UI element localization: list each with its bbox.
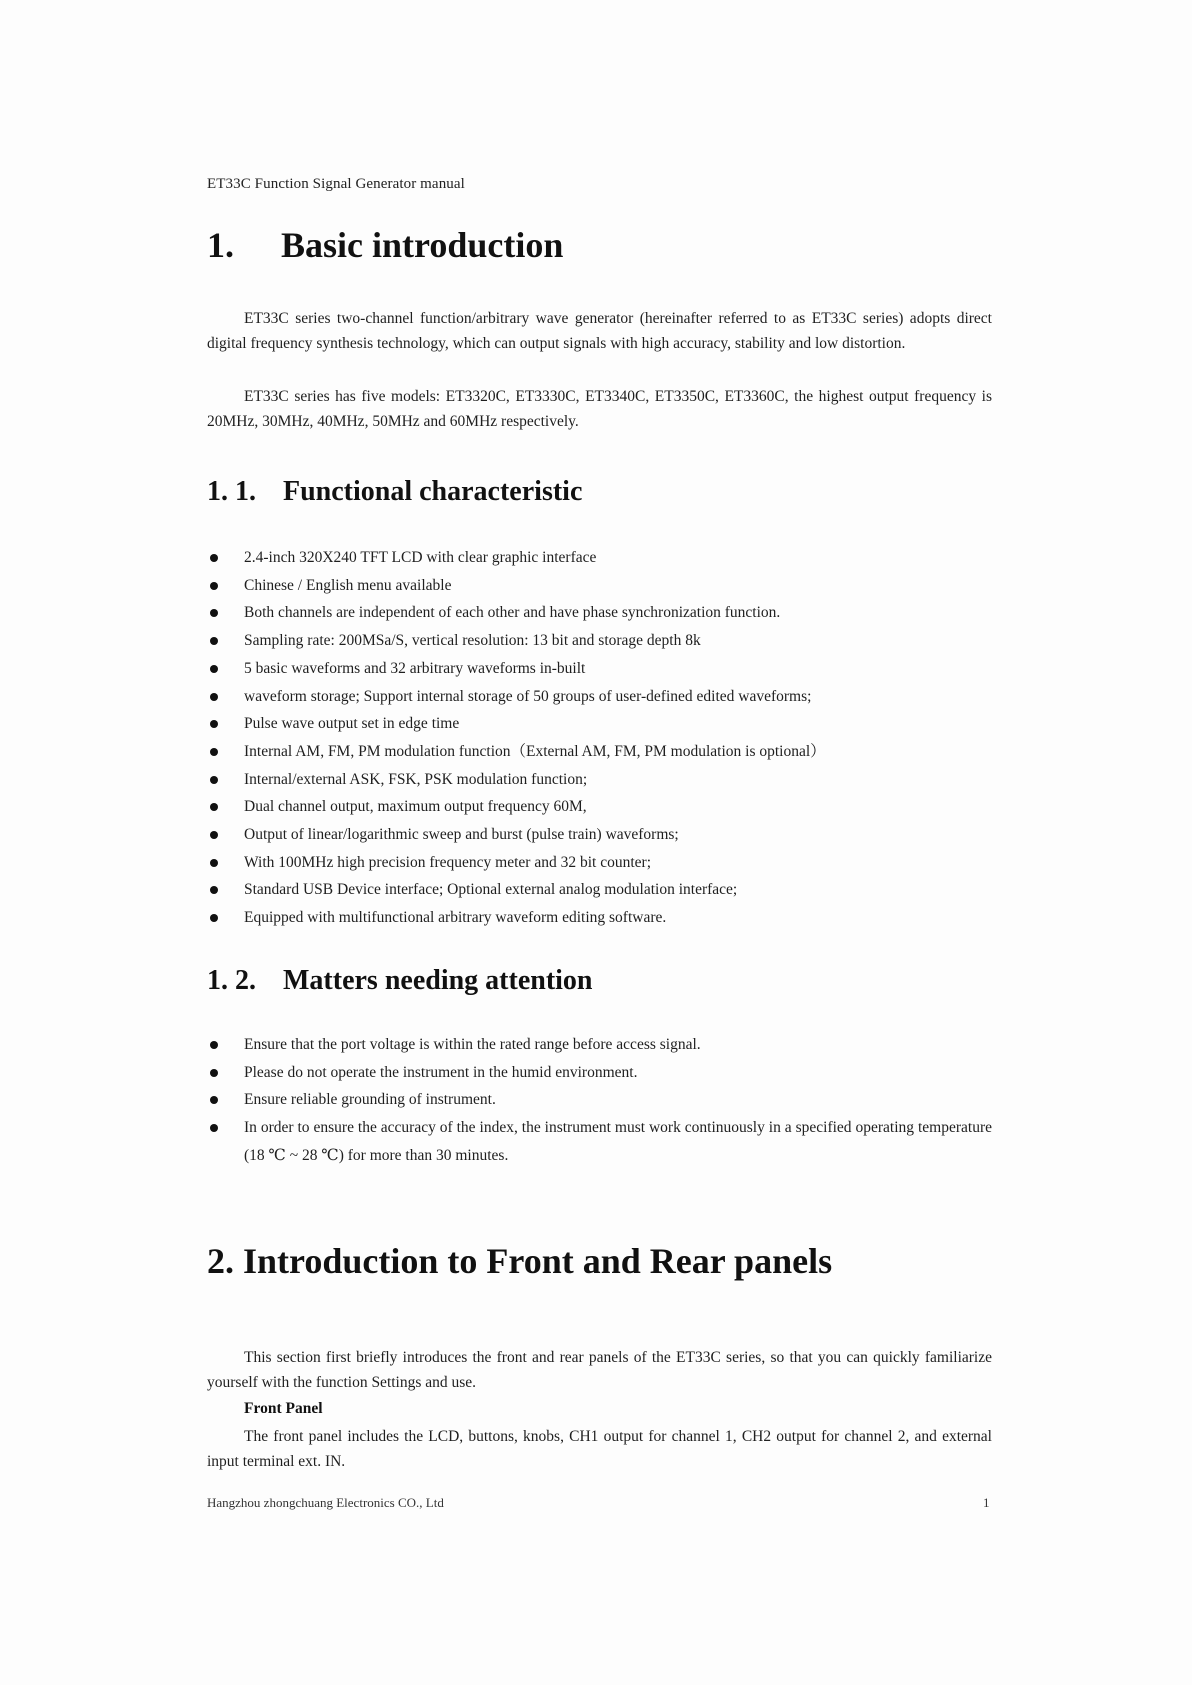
section-2-intro: This section first briefly introduces the front and rear panels of the ET33C series, so that you can quickly familiarize yourself with the function Settings and use. bbox=[207, 1349, 992, 1391]
section-2-heading: 2. Introduction to Front and Rear panels bbox=[207, 1241, 833, 1281]
front-panel-paragraph: The front panel includes the LCD, buttons, knobs, CH1 output for channel 1, CH2 output for channel 2, and external input terminal ext. IN. bbox=[207, 1428, 992, 1470]
section-1-number: 1. bbox=[207, 225, 234, 265]
list-item: Both channels are independent of each other and have phase synchronization function. bbox=[207, 599, 992, 627]
bullet-icon bbox=[210, 1096, 218, 1104]
bullet-icon bbox=[210, 637, 218, 645]
list-item: waveform storage; Support internal storage of 50 groups of user-defined edited waveforms; bbox=[207, 683, 992, 711]
bullet-icon bbox=[210, 720, 218, 728]
section-1-paragraph-1: ET33C series two-channel function/arbitrary wave generator (hereinafter referred to as ET33C series) adopts direct digital frequency synthesis technology, which can output signals with high accuracy, stability and low distortion. bbox=[207, 310, 992, 352]
list-item: Output of linear/logarithmic sweep and burst (pulse train) waveforms; bbox=[207, 821, 992, 849]
list-item: Internal AM, FM, PM modulation function（External AM, FM, PM modulation is optional） bbox=[207, 738, 992, 766]
front-panel-subheading: Front Panel bbox=[244, 1400, 323, 1417]
list-item: Pulse wave output set in edge time bbox=[207, 710, 992, 738]
bullet-icon bbox=[210, 748, 218, 756]
list-item: In order to ensure the accuracy of the index, the instrument must work continuously in a specified operating temperature (18 ℃ ~ 28 ℃) for more than 30 minutes. bbox=[207, 1114, 992, 1169]
bullet-icon bbox=[210, 914, 218, 922]
list-item: 5 basic waveforms and 32 arbitrary waveforms in-built bbox=[207, 655, 992, 683]
section-1-paragraph-2: ET33C series has five models: ET3320C, ET3330C, ET3340C, ET3350C, ET3360C, the highest output frequency is 20MHz, 30MHz, 40MHz, 50MHz and 60MHz respectively. bbox=[207, 388, 992, 430]
bullet-icon bbox=[210, 859, 218, 867]
section-1-title: Basic introduction bbox=[281, 225, 564, 265]
bullet-icon bbox=[210, 1069, 218, 1077]
section-1-heading bbox=[207, 224, 563, 266]
section-1-1-heading bbox=[207, 476, 582, 508]
section-1-1-title: Functional characteristic bbox=[283, 476, 583, 507]
bullet-icon bbox=[210, 1124, 218, 1132]
section-1-2-title: Matters needing attention bbox=[283, 965, 593, 996]
attention-list bbox=[207, 1031, 992, 1170]
functional-characteristic-list bbox=[207, 544, 992, 932]
bullet-icon bbox=[210, 831, 218, 839]
list-item: Sampling rate: 200MSa/S, vertical resolution: 13 bit and storage depth 8k bbox=[207, 627, 992, 655]
list-item: 2.4-inch 320X240 TFT LCD with clear graphic interface bbox=[207, 544, 992, 572]
bullet-icon bbox=[210, 776, 218, 784]
section-1-2-number: 1. 2. bbox=[207, 965, 256, 996]
bullet-icon bbox=[210, 1041, 218, 1049]
list-item: With 100MHz high precision frequency meter and 32 bit counter; bbox=[207, 849, 992, 877]
list-item: Dual channel output, maximum output frequency 60M, bbox=[207, 793, 992, 821]
page-number: 1 bbox=[983, 1495, 990, 1510]
bullet-icon bbox=[210, 803, 218, 811]
list-item: Chinese / English menu available bbox=[207, 572, 992, 600]
bullet-icon bbox=[210, 693, 218, 701]
section-1-1-number: 1. 1. bbox=[207, 476, 256, 507]
bullet-icon bbox=[210, 886, 218, 894]
list-item: Internal/external ASK, FSK, PSK modulation function; bbox=[207, 766, 992, 794]
bullet-icon bbox=[210, 665, 218, 673]
list-item: Equipped with multifunctional arbitrary waveform editing software. bbox=[207, 904, 992, 932]
list-item: Standard USB Device interface; Optional external analog modulation interface; bbox=[207, 876, 992, 904]
bullet-icon bbox=[210, 609, 218, 617]
footer-company: Hangzhou zhongchuang Electronics CO., Ltd bbox=[207, 1495, 444, 1510]
list-item: Ensure that the port voltage is within the rated range before access signal. bbox=[207, 1031, 992, 1059]
list-item: Ensure reliable grounding of instrument. bbox=[207, 1086, 992, 1114]
section-1-2-heading bbox=[207, 965, 593, 997]
bullet-icon bbox=[210, 582, 218, 590]
bullet-icon bbox=[210, 554, 218, 562]
list-item: Please do not operate the instrument in the humid environment. bbox=[207, 1059, 992, 1087]
running-header: ET33C Function Signal Generator manual bbox=[207, 176, 465, 192]
